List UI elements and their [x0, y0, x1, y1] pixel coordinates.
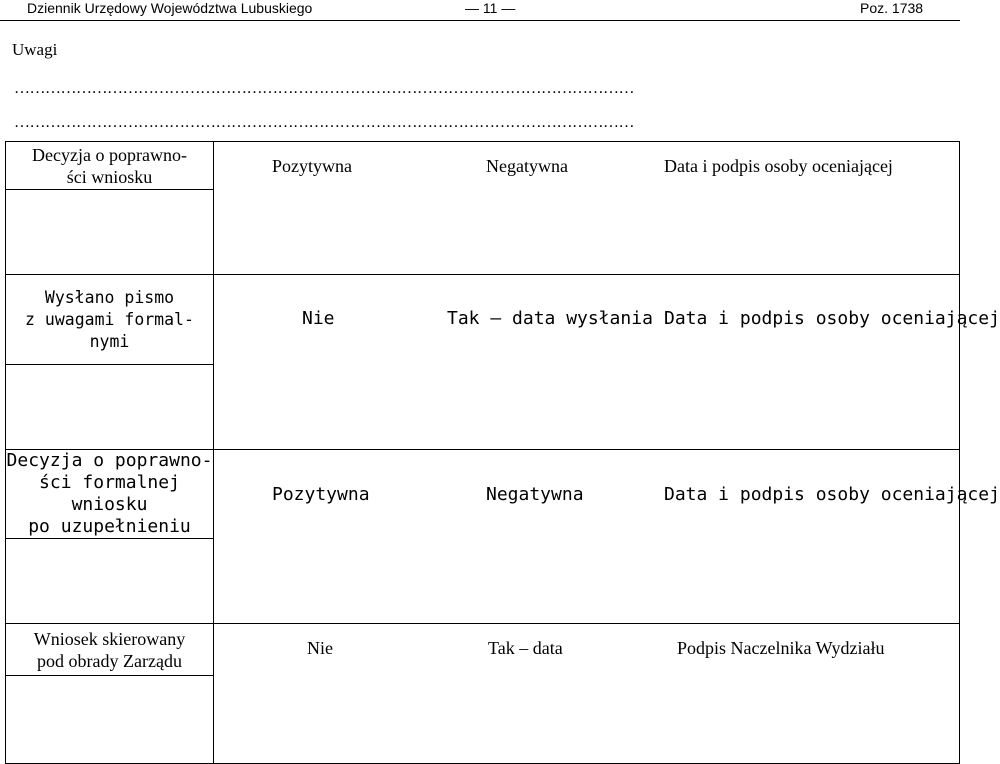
- letter-sent-options: [214, 275, 1000, 450]
- row-label-spacer: [6, 365, 214, 450]
- row-label-spacer: [6, 190, 214, 275]
- signature-field-label: Data i podpis osoby oceniającej: [664, 156, 893, 176]
- evaluation-form-table: [5, 141, 1000, 764]
- row-label-spacer: [6, 676, 214, 764]
- label-line: ści formalnej wniosku: [39, 472, 180, 515]
- option-negative[interactable]: Negatywna: [486, 156, 568, 176]
- option-yes-date-sent[interactable]: Tak – data wysłania: [447, 308, 653, 329]
- page-header: [0, 0, 960, 21]
- label-line: Decyzja o poprawno-: [6, 450, 213, 471]
- label-line: nymi: [89, 331, 130, 351]
- row-label-board-referral: [6, 624, 214, 676]
- label-line: Decyzja o poprawno-: [32, 144, 187, 165]
- option-yes-date[interactable]: Tak – data: [488, 638, 563, 658]
- page-number: — 11 —: [465, 0, 516, 16]
- label-line: ści wniosku: [66, 166, 153, 187]
- remarks-line-1[interactable]: …………………………………………………………………………………………………………: [14, 80, 634, 97]
- department-head-signature-label: Podpis Naczelnika Wydziału: [677, 638, 885, 658]
- label-line: z uwagami formal-: [25, 309, 194, 329]
- row-label-decision-after-completion: [6, 450, 214, 539]
- position-number: Poz. 1738: [860, 0, 924, 16]
- formal-decision-options: [214, 142, 960, 275]
- signature-field-label: Data i podpis osoby oceniającej: [664, 308, 1000, 329]
- option-no[interactable]: Nie: [307, 638, 333, 658]
- label-line: Wniosek skierowany: [33, 628, 186, 649]
- row-label-spacer: [6, 539, 214, 624]
- label-line: pod obrady Zarządu: [37, 650, 182, 671]
- option-negative[interactable]: Negatywna: [486, 484, 584, 505]
- label-line: Wysłano pismo: [44, 287, 175, 307]
- row-label-formal-decision: [6, 142, 214, 190]
- remarks-line-2[interactable]: …………………………………………………………………………………………………………: [14, 114, 634, 131]
- board-referral-options: [214, 624, 960, 764]
- remarks-title: Uwagi: [12, 40, 58, 59]
- option-no[interactable]: Nie: [302, 308, 335, 329]
- row-label-letter-sent: [6, 275, 214, 365]
- label-line: po uzupełnieniu: [28, 516, 191, 537]
- option-positive[interactable]: Pozytywna: [272, 484, 370, 505]
- signature-field-label: Data i podpis osoby oceniającej: [664, 484, 1000, 505]
- decision-after-completion-options: [214, 450, 1000, 624]
- option-positive[interactable]: Pozytywna: [272, 156, 352, 176]
- journal-title: Dziennik Urzędowy Województwa Lubuskiego: [27, 0, 313, 16]
